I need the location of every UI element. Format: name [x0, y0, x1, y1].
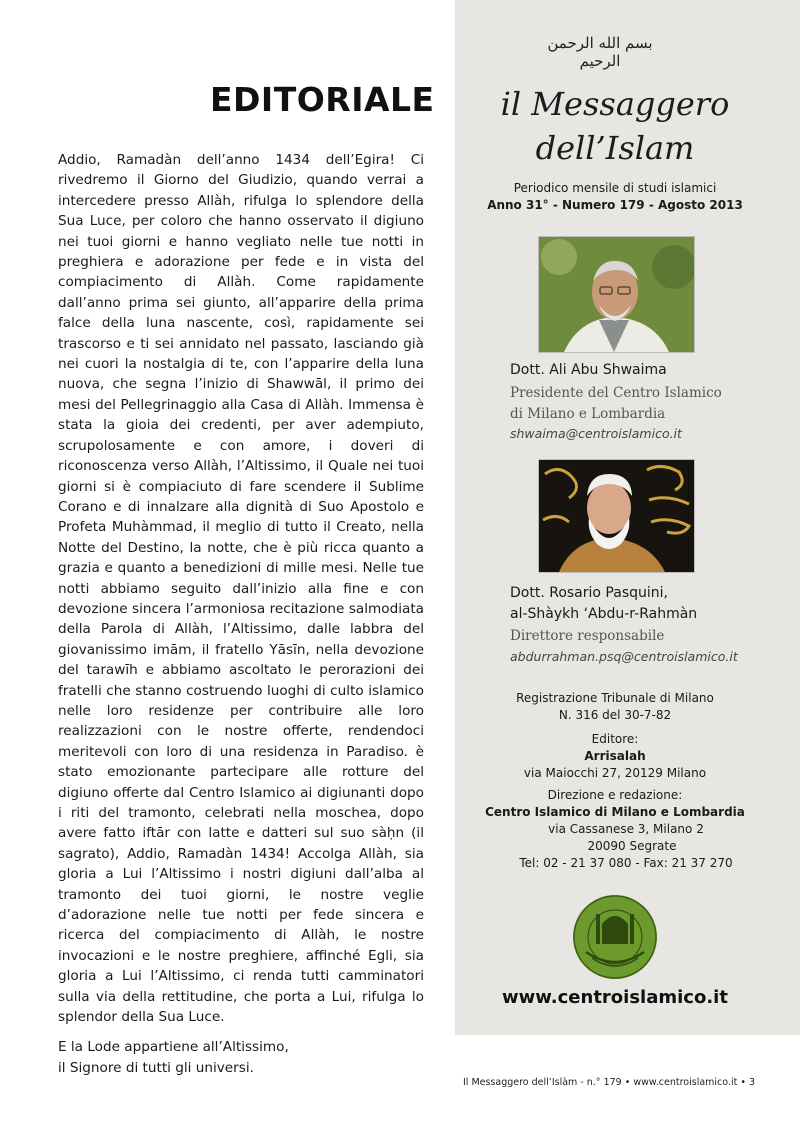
editorial-office-address-1: via Cassanese 3, Milano 2: [548, 822, 704, 836]
logo-emblem: [572, 894, 658, 980]
magazine-subtitle: [470, 180, 760, 214]
person2-email[interactable]: abdurrahman.psq@centroislamico.it: [510, 649, 738, 664]
registration-line-1: Registrazione Tribunale di Milano: [516, 691, 714, 705]
closing-line-2: il Signore di tutti gli universi.: [58, 1059, 254, 1076]
magazine-title-line-2: dell’Islam: [535, 129, 695, 167]
person2-name-line-2: al-Shàykh ‘Abdu-r-Rahmàn: [510, 606, 698, 622]
person2-name-line-1: Dott. Rosario Pasquini,: [510, 585, 668, 601]
centro-islamico-logo: [572, 894, 658, 980]
bismillah-calligraphy: بسم الله الرحمن الرحيم: [547, 34, 653, 70]
closing-line-1: E la Lode appartiene all’Altissimo,: [58, 1039, 289, 1056]
magazine-title: [470, 82, 760, 170]
person2-role: Direttore responsabile: [510, 628, 665, 644]
publisher-info: [470, 731, 760, 782]
editorial-body: [58, 150, 424, 1078]
editorial-office-info: [470, 787, 760, 872]
editorial-office-label: Direzione e redazione:: [547, 788, 683, 802]
registration-line-2: N. 316 del 30-7-82: [558, 708, 672, 722]
portrait-illustration: [539, 460, 694, 572]
person1-role-line-2: di Milano e Lombardia: [510, 406, 666, 422]
person1-role-line-1: Presidente del Centro Islamico: [510, 385, 722, 401]
registration-info: [470, 690, 760, 724]
publisher-label: Editore:: [591, 732, 639, 746]
editorial-office-phone: Tel: 02 - 21 37 080 - Fax: 21 37 270: [519, 856, 733, 870]
person1-email[interactable]: shwaima@centroislamico.it: [510, 426, 682, 441]
publisher-name: Arrisalah: [584, 749, 646, 763]
editorial-office-address-2: 20090 Segrate: [587, 839, 677, 853]
editorial-closing: [58, 1037, 424, 1078]
subtitle-text: Periodico mensile di studi islamici: [513, 181, 717, 195]
magazine-title-line-1: il Messaggero: [500, 85, 730, 123]
publisher-address: via Maiocchi 27, 20129 Milano: [523, 766, 707, 780]
editorial-heading: EDITORIALE: [210, 80, 435, 119]
page-footer: Il Messaggero dell’Islàm - n.° 179 • www.centroislamico.it • 3: [462, 1077, 755, 1088]
portrait-illustration: [539, 237, 694, 352]
portrait-photo-rosario-pasquini: [538, 459, 695, 573]
person1-name: Dott. Ali Abu Shwaima: [510, 362, 667, 378]
editorial-paragraph: Addio, Ramadàn dell’anno 1434 dell’Egira! Ci rivedremo il Giorno del Giudizio, quando verrai a intercedere presso Allàh, rifulga lo splendore della Sua Luce, per coloro che hanno osservato il digiuno nei tuoi giorni e hanno vegliato nelle tue notti in preghiera e adorazione per fede e in vista del compiacimento di Allàh. Come rapidamente dall’anno prima sei giunto, all’apparire della prima falce della luna nascente, così, rapidamente sei trascorso e ti sei annidato nel passato, lasciando già nei cuori la nostalgia di te, con l’apparire della luna nuova, che segna l’inizio di Shawwāl, il primo dei mesi del Pellegrinaggio alla Casa di Allàh. Immensa è stata la gioia dei credenti, per aver adempiuto, scrupolosamente e con amore, i doveri di riconoscenza verso Allàh, l’Altissimo, il Quale nei tuoi giorni si è compiaciuto di fare scendere il Sublime Corano e di innalzare alla dignità di Suo Apostolo e Profeta Muhàmmad, il meglio di tutto il Creato, nella Notte del Destino, la notte, che è più ricca quanto a grazia e quanto a benedizioni di mille mesi. Nelle tue notti abbiamo seguito dall’inizio alla fine e con devozione sincera l’armoniosa recitazione salmodiata della Parola di Allàh, l’Altissimo, dalle labbra del giovanissimo imām, il fratello Yāsīn, nella devozione del tarawīh e abbiamo ascoltato le perorazioni dei fratelli che stanno costruendo luoghi di culto islamico nelle loro residenze per contribuire alle loro realizzazioni con le nostre offerte, rendendoci meritevoli con loro di una residenza in Paradiso. è stato emozionante partecipare alle rotture del digiuno offerte dal Centro Islamico ai digiunanti dopo i riti del tramonto, celebrati nella moschea, dopo avere fatto iftār con latte e datteri sul suo sàḥn (il sagrato), Addio, Ramadàn 1434! Accolga Allàh, sia gloria a Lui l’Altissimo i nostri digiuni dall’alba al tramonto dei tuoi giorni, le nostre veglie d’adorazione nelle tue notti per fede sincera e ricerca del compiacimento di Allàh, le nostre invocazioni e le nostre preghiere, affinché Egli, sia gloria a Lui l’Altissimo, ci renda tutti camminatori sulla via della rettitudine, che porta a Lui, rifulga lo splendor della Sua Luce.: [58, 152, 424, 1026]
portrait-photo-ali-abu-shwaima: [538, 236, 695, 353]
website-link[interactable]: www.centroislamico.it: [502, 987, 728, 1008]
issue-info: Anno 31° - Numero 179 - Agosto 2013: [487, 198, 743, 212]
editorial-office-name: Centro Islamico di Milano e Lombardia: [485, 805, 745, 819]
